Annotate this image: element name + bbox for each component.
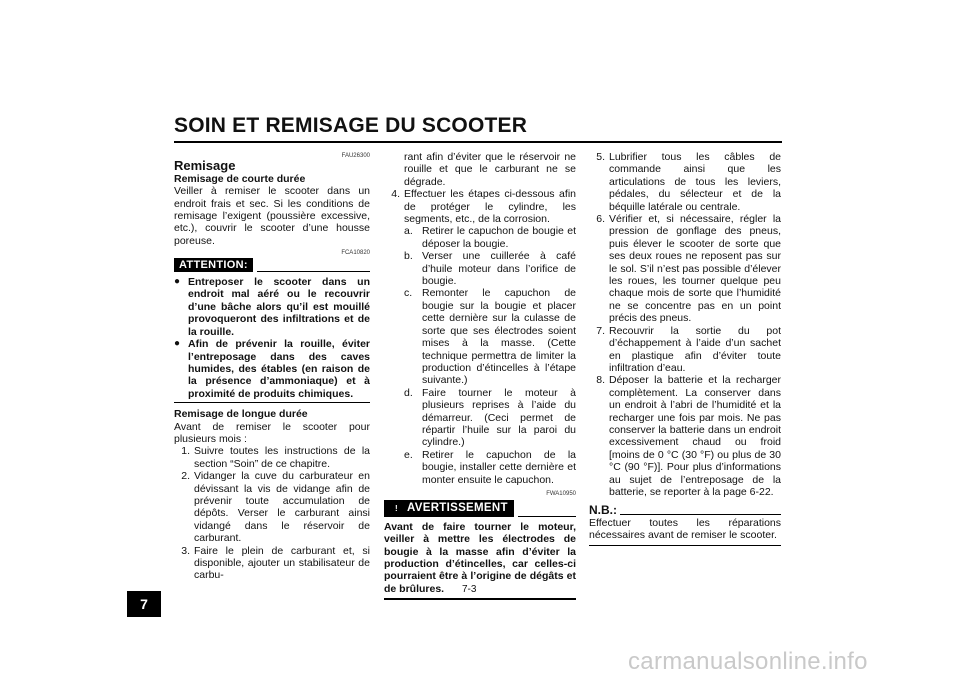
column-1 [174, 150, 370, 582]
paragraph: Veiller à remiser le scooter dans un endroit frais et sec. Si les conditions de remisage l’exigent (poussière excessive, etc.), couvrir le scooter d’une housse poreuse. [174, 185, 370, 247]
sub-list [384, 225, 576, 486]
warning-text: Avant de faire tourner le moteur, veiller à mettre les électrodes de bougie à la masse afin d’éviter la production d’étincelles, car celles-ci pourraient être à l’origine de dégâts et de brûlures. [384, 520, 576, 595]
bullet-icon: ● [174, 276, 181, 288]
list-item: 4. Effectuer les étapes ci-dessous afin de protéger le cylindre, les segments, etc., de la corrosion. [391, 188, 576, 226]
paragraph: rant afin d’éviter que le réservoir ne rouille et que le carburant ne se dégrade. [404, 151, 576, 188]
note-header [589, 504, 781, 516]
column-3 [589, 151, 781, 546]
list-item: 1. Suivre toutes les instructions de la section “Soin” de ce chapitre. [181, 445, 370, 470]
ref-code: FWA10950 [546, 490, 576, 497]
list-item: 2. Vidanger la cuve du carburateur en dévissant la vis de vidange afin de prévenir toute accumulation de dépôts. Verser le carburant ainsi vidangé dans le réservoir de carburant. [181, 470, 370, 545]
chapter-tab: 7 [127, 591, 161, 617]
attention-rule [257, 271, 370, 272]
attention-header [174, 258, 370, 272]
list-item: e. Retirer le capuchon de la bougie, installer cette dernière et monter ensuite le capuchon. [404, 448, 576, 486]
ref-code: FAU26300 [341, 153, 370, 159]
attention-end-rule [174, 402, 370, 403]
header-rule [174, 141, 782, 143]
subsection-title: Remisage de courte durée [174, 172, 306, 185]
list-item: 6. Vérifier et, si nécessaire, régler la pression de gonflage des pneus, puis élever le scooter de sorte que ses deux roues ne reposent pas sur le sol. S’il n’est pas possible d’élever les roues, les tourner quelque peu chaque mois de sorte que l’humidité ne se concentre pas en un point précis des pneus. [596, 213, 781, 325]
list-item: ● Entreposer le scooter dans un endroit mal aéré ou le recouvrir d’une bâche alors qu’il est mouillé provoqueront des infiltrations et de la rouille. [174, 276, 370, 338]
column-2 [384, 151, 576, 600]
attention-label: ATTENTION: [174, 258, 253, 272]
note-label: N.B.: [589, 503, 617, 518]
note-rule [620, 514, 781, 515]
list-item: 5. Lubrifier tous les câbles de commande ainsi que les articulations de tous les leviers, pédales, du sélecteur et de la béquille latérale ou centrale. [596, 151, 781, 213]
list-item: a. Retirer le capuchon de bougie et déposer la bougie. [404, 225, 576, 250]
warning-triangle-icon: ! [390, 502, 404, 514]
warning-end-rule [384, 598, 576, 600]
watermark: carmanualsonline.info [628, 648, 868, 675]
page-title: SOIN ET REMISAGE DU SCOOTER [174, 114, 528, 137]
ref-code: FCA10820 [341, 250, 370, 257]
subsection-title: Remisage de longue durée [174, 408, 308, 421]
list-item: ● Afin de prévenir la rouille, éviter l’entreposage dans des caves humides, des étables (en raison de la présence d’ammoniaque) et à proximité de produits chimiques. [174, 338, 370, 400]
list-item: d. Faire tourner le moteur à plusieurs reprises à l’aide du démarreur. (Ceci permet de répartir l’huile sur la paroi du cylindre.) [404, 386, 576, 449]
page-number: 7-3 [462, 584, 477, 595]
bullet-icon: ● [174, 338, 181, 350]
list-item: 8. Déposer la batterie et la recharger complètement. La conserver dans un endroit à l’abri de l’humidité et la recharger une fois par mois. Ne pas conserver la batterie dans un endroit excessivement chaud ou froid [moins de 0 °C (30 °F) ou plus de 30 °C (90 °F)]. Pour plus d’informations au sujet de l’entreposage de la batterie, se reporter à la page 6-22. [596, 374, 781, 498]
section-heading: Remisage [174, 158, 236, 174]
list-item: b. Verser une cuillerée à café d’huile moteur dans l’orifice de bougie. [404, 250, 576, 288]
warning-rule [518, 516, 576, 517]
note-text: Effectuer toutes les réparations nécessaires avant de remiser le scooter. [589, 516, 781, 542]
paragraph: Avant de remiser le scooter pour plusieurs mois : [174, 420, 370, 445]
list-item: c. Remonter le capuchon de bougie sur la bougie et placer cette dernière sur la culasse de sorte que ses électrodes soient mises à la masse. (Cette technique permettra de limiter la production d’étincelles à l’étape suivante.) [404, 287, 576, 387]
warning-badge: ! AVERTISSEMENT [384, 500, 514, 516]
list-item: 7. Recouvrir la sortie du pot d’échappement à l’aide d’un sachet en plastique afin d’éviter toute infiltration d’eau. [596, 324, 781, 374]
warning-header [384, 500, 576, 516]
list-item: 3. Faire le plein de carburant et, si disponible, ajouter un stabilisateur de carbu- [181, 544, 370, 582]
note-end-rule [589, 545, 781, 546]
